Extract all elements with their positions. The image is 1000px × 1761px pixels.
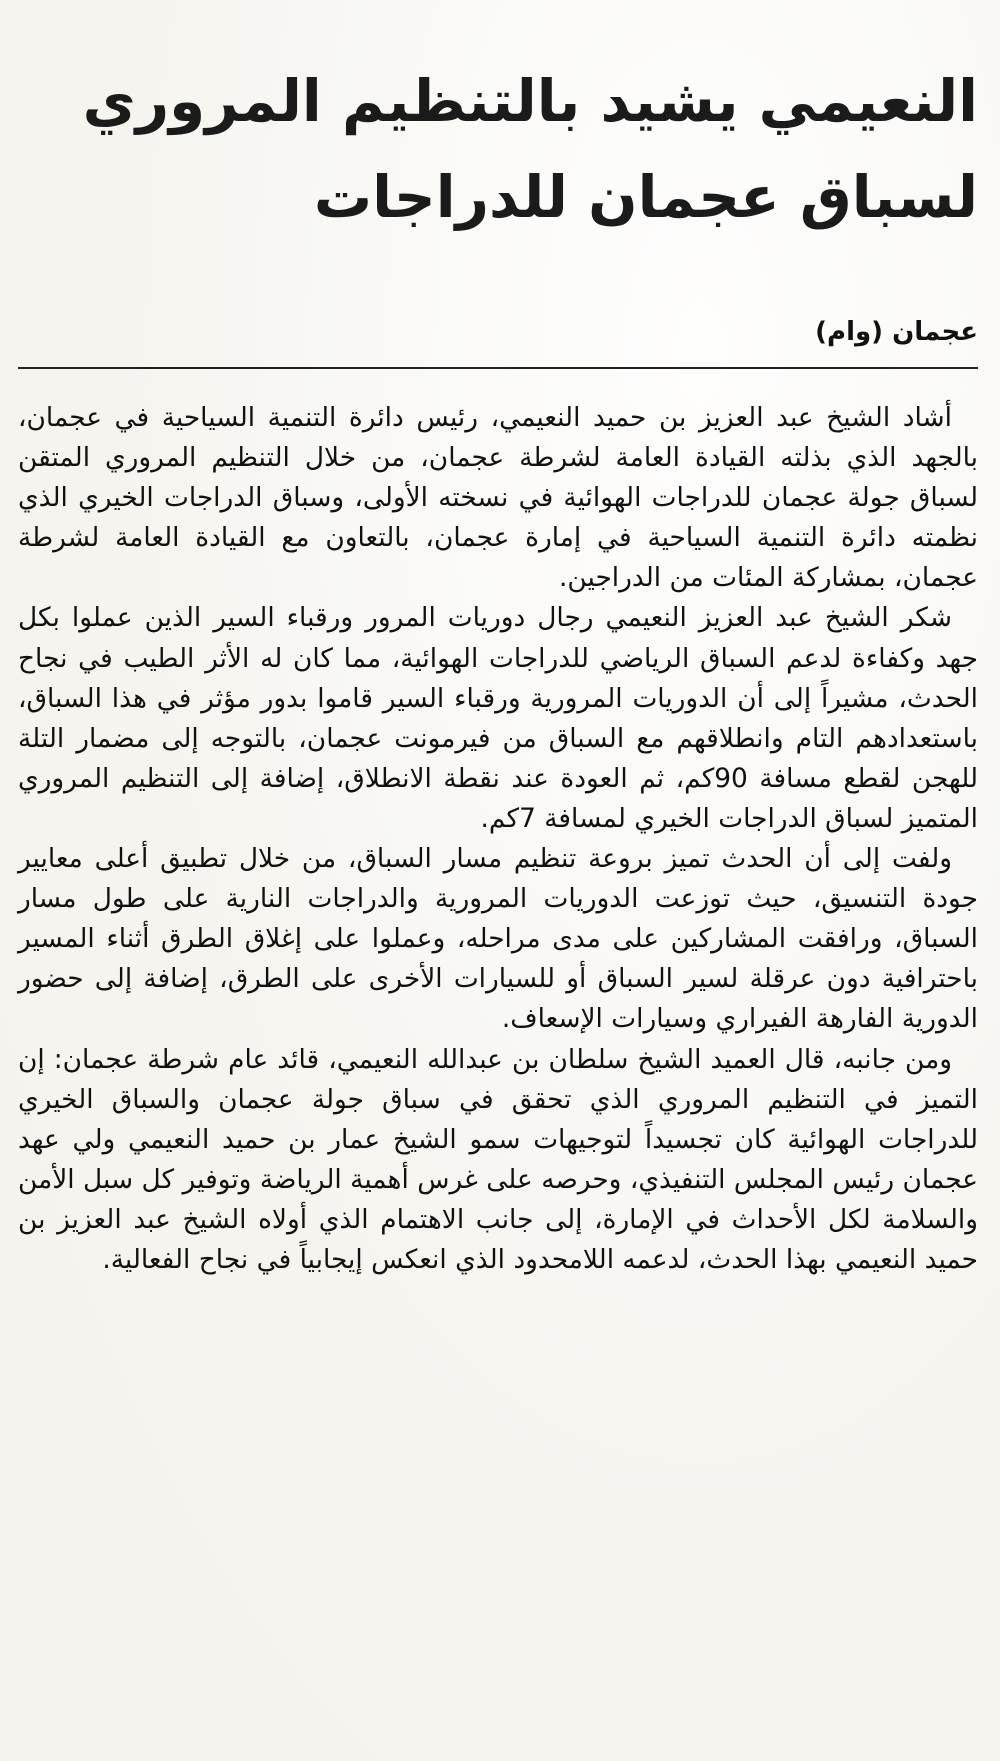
headline-line-1: النعيمي يشيد بالتنظيم المروري [82,66,978,135]
article-body [18,398,978,1280]
paragraph: شكر الشيخ عبد العزيز النعيمي رجال دوريات المرور ورقباء السير الذين عملوا بكل جهد وكفاءة لدعم السباق الرياضي للدراجات الهوائية، مما كان له الأثر الطيب في نجاح الحدث، مشيراً إلى أن الدوريات المرورية ورقباء السير قاموا بدور مؤثر في هذا السباق، باستعدادهم التام وانطلاقهم مع السباق من فيرمونت عجمان، بالتوجه إلى مضمار التلة للهجن لقطع مسافة 90كم، ثم العودة عند نقطة الانطلاق، إضافة إلى التنظيم المروري المتميز لسباق الدراجات الخيري لمسافة 7كم. [18,602,978,834]
headline [22,57,978,241]
headline-line-2: لسباق عجمان للدراجات [313,162,978,231]
dateline: عجمان (وام) [815,317,978,347]
paragraph: أشاد الشيخ عبد العزيز بن حميد النعيمي، رئيس دائرة التنمية السياحية في عجمان، بالجهد الذي بذلته القيادة العامة لشرطة عجمان، من خلال التنظيم المروري المتقن لسباق جولة عجمان للدراجات الهوائية في نسخته الأولى، وسباق الدراجات الخيري الذي نظمته دائرة التنمية السياحية في إمارة عجمان، بالتعاون مع القيادة العامة لشرطة عجمان، بمشاركة المئات من الدراجين. [18,402,978,594]
divider-rule [18,367,978,369]
paragraph: ومن جانبه، قال العميد الشيخ سلطان بن عبدالله النعيمي، قائد عام شرطة عجمان: إن التميز في التنظيم المروري الذي تحقق في سباق جولة عجمان والسباق الخيري للدراجات الهوائية كان تجسيداً لتوجيهات سمو الشيخ عمار بن حميد النعيمي ولي عهد عجمان رئيس المجلس التنفيذي، وحرصه على غرس أهمية الرياضة وتوفير كل سبل الأمن والسلامة لكل الأحداث في الإمارة، إلى جانب الاهتمام الذي أولاه الشيخ عبد العزيز بن حميد النعيمي بهذا الحدث، لدعمه اللامحدود الذي انعكس إيجابياً في نجاح الفعالية. [18,1043,978,1275]
paragraph: ولفت إلى أن الحدث تميز بروعة تنظيم مسار السباق، من خلال تطبيق أعلى معايير جودة التنسيق، حيث توزعت الدوريات المرورية والدراجات النارية على طول مسار السباق، ورافقت المشاركين على مدى مراحله، وعملوا على إغلاق الطرق أثناء المسير باحترافية دون عرقلة لسير السباق أو للسيارات الأخرى على الطرق، إضافة إلى حضور الدورية الفارهة الفيراري وسيارات الإسعاف. [18,843,978,1035]
